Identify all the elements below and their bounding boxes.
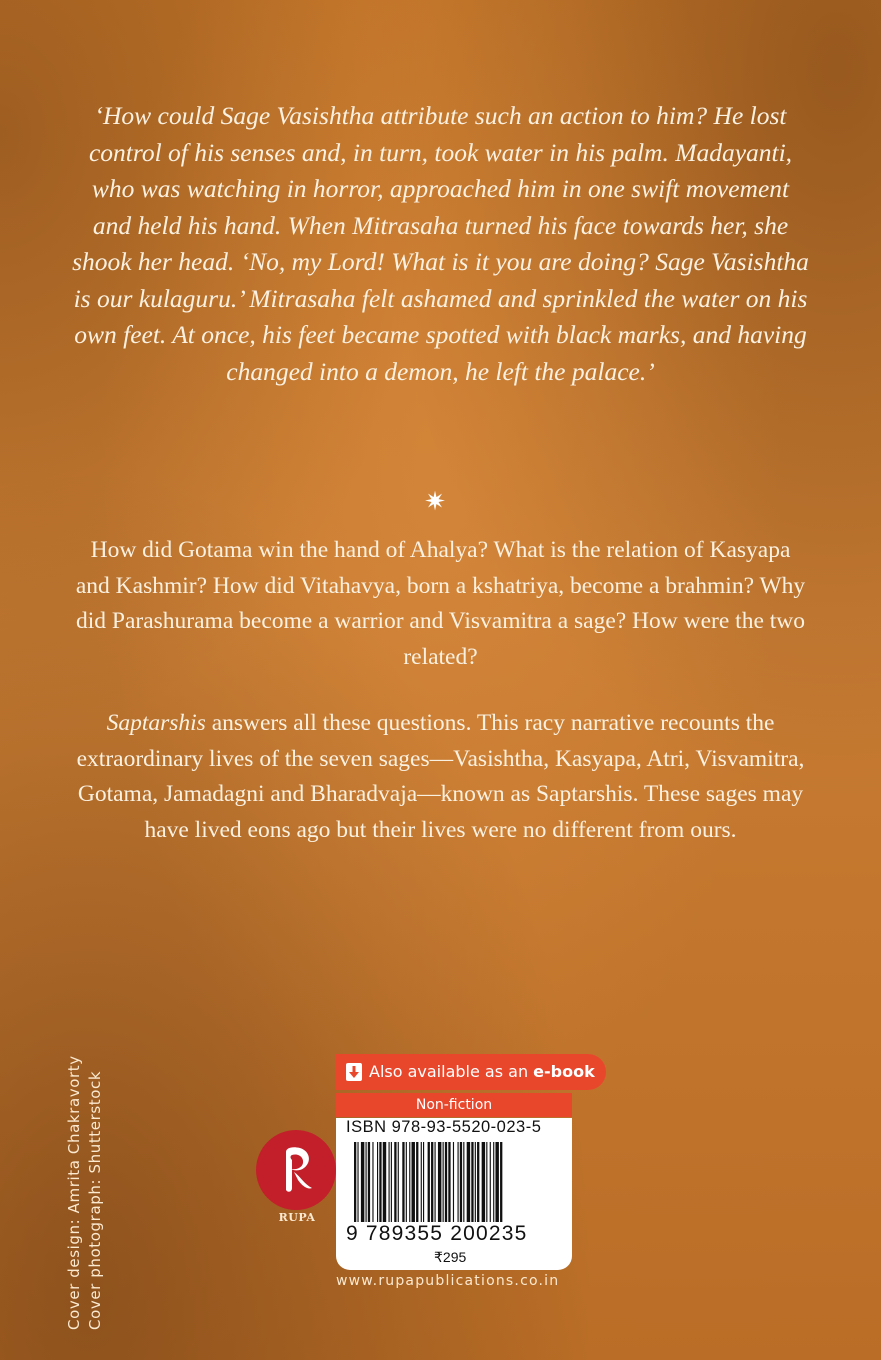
- ebook-banner: [336, 1054, 606, 1090]
- cover-credits: [64, 1055, 106, 1330]
- download-icon: [346, 1063, 362, 1081]
- book-title: Saptarshis: [106, 710, 206, 736]
- cover-design-credit: Cover design: Amrita Chakravorty: [65, 1055, 83, 1330]
- ebook-label: Also available as an e-book: [369, 1062, 595, 1081]
- blurb-paragraph: [75, 706, 806, 848]
- isbn-text: ISBN 978-93-5520-023-5: [346, 1118, 542, 1136]
- publisher-logo: [248, 1130, 346, 1224]
- star-icon: ✷: [424, 487, 446, 516]
- barcode: [354, 1142, 550, 1228]
- publisher-name: RUPA: [278, 1211, 316, 1224]
- barcode-panel: [336, 1118, 572, 1270]
- publisher-website: www.rupapublications.co.in: [336, 1273, 560, 1289]
- barcode-number: 9 789355 200235: [346, 1222, 528, 1245]
- blurb-text: answers all these questions. This racy narrative recounts the extraordinary lives of the seven sages—Vasishtha, Kasyapa, Atri, Visvamitra, Gotama, Jamadagni and Bharadvaja—known as Saptarshis. These sages may have lived eons ago but their lives were no different from ours.: [76, 710, 805, 843]
- rupa-logo-icon: [256, 1130, 336, 1210]
- book-excerpt: ‘How could Sage Vasishtha attribute such an action to him? He lost control of his senses and, in turn, took water in his palm. Madayanti, who was watching in horror, approached him in one swift movement and held his hand. When Mitrasaha turned his face towards her, she shook her head. ‘No, my Lord! What is it you are doing? Sage Vasishtha is our kulaguru.’ Mitrasaha felt ashamed and sprinkled the water on his own feet. At once, his feet became spotted with black marks, and having changed into a demon, he left the palace.’: [72, 101, 809, 386]
- cover-photo-credit: Cover photograph: Shutterstock: [86, 1070, 104, 1330]
- price: ₹295: [434, 1249, 467, 1265]
- genre-label: Non-fiction: [336, 1093, 572, 1117]
- questions-paragraph: How did Gotama win the hand of Ahalya? What is the relation of Kasyapa and Kashmir? How did Vitahavya, born a kshatriya, become a brahmin? Why did Parashurama become a warrior and Visvamitra a sage? How were the two related?: [75, 537, 806, 670]
